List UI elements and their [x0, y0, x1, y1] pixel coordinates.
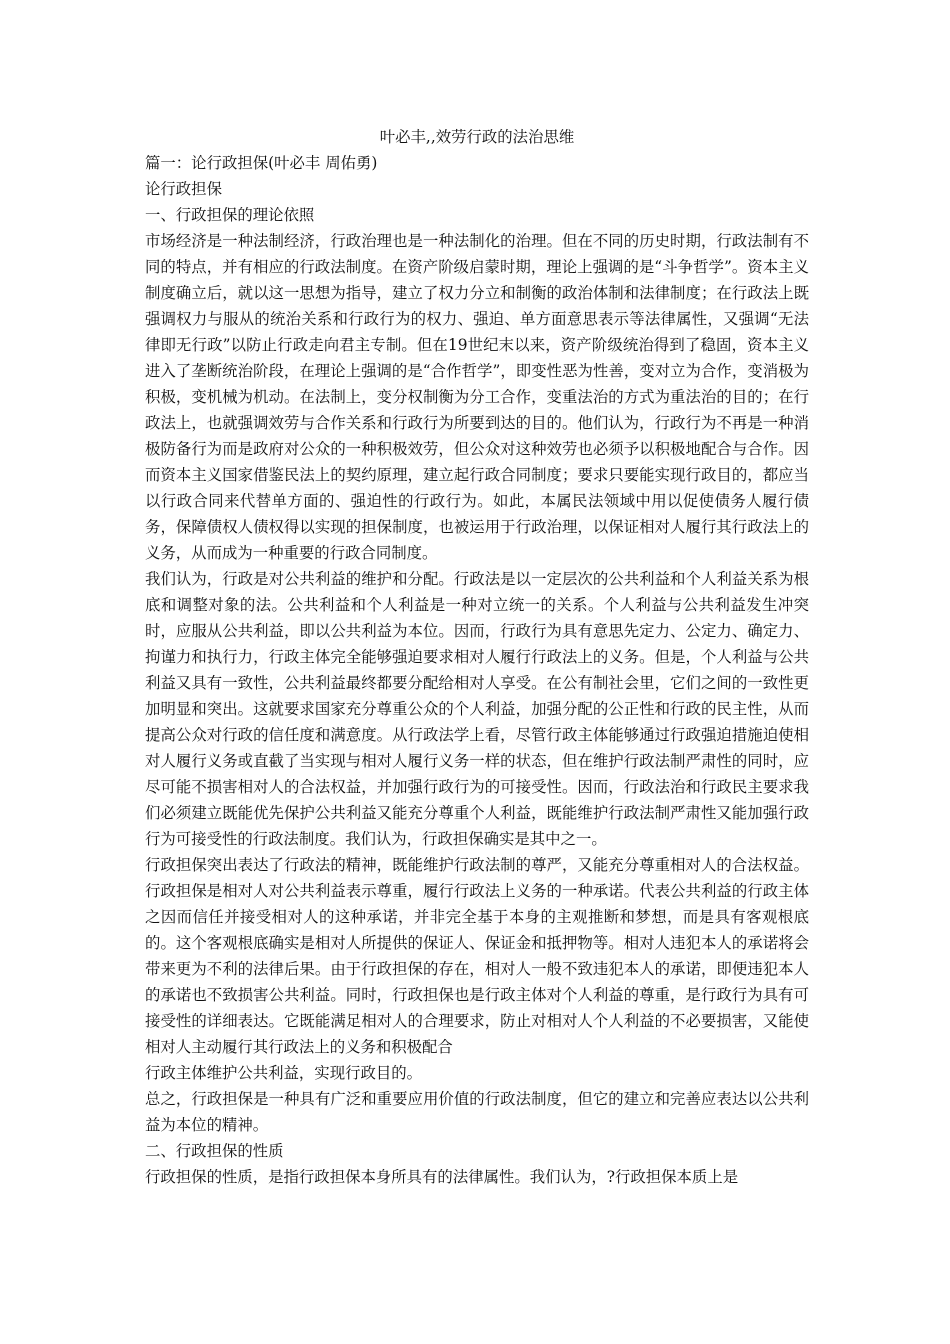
- document-title: 叶必丰,,效劳行政的法治思维: [379, 128, 575, 146]
- paragraph-3: 行政担保突出表达了行政法的精神，既能维护行政法制的尊严，又能充分尊重相对人的合法权益。行政担保是相对人对公共利益表示尊重，履行行政法上义务的一种承诺。代表公共利益的行政主体之因而信任并接受相对人的这种承诺，并非完全基于本身的主观推断和梦想，而是具有客观根底的。这个客观根底确实是相对人所提供的保证人、保证金和抵押物等。相对人违犯本人的承诺将会带来更为不利的法律后果。由于行政担保的存在，相对人一般不致违犯本人的承诺，即便违犯本人的承诺也不致损害公共利益。同时，行政担保也是行政主体对个人利益的尊重，是行政行为具有可接受性的详细表达。它既能满足相对人的合理要求，防止对相对人个人利益的不必要损害，又能使相对人主动履行其行政法上的义务和积极配合: [145, 856, 809, 1056]
- conclusion-paragraph: 总之，行政担保是一种具有广泛和重要应用价值的行政法制度，但它的建立和完善应表达以公共利益为本位的精神。: [145, 1090, 809, 1134]
- paragraph-last: 行政担保的性质，是指行政担保本身所具有的法律属性。我们认为，?行政担保本质上是: [145, 1168, 739, 1186]
- paragraph-2: 我们认为，行政是对公共利益的维护和分配。行政法是以一定层次的公共利益和个人利益关系为根底和调整对象的法。公共利益和个人利益是一种对立统一的关系。个人利益与公共利益发生冲突时，应服从公共利益，即以公共利益为本位。因而，行政行为具有意思先定力、公定力、确定力、拘谨力和执行力，行政主体完全能够强迫要求相对人履行行政法上的义务。但是，个人利益与公共利益又具有一致性，公共利益最终都要分配给相对人享受。在公有制社会里，它们之间的一致性更加明显和突出。这就要求国家充分尊重公众的个人利益，加强分配的公正性和行政的民主性，从而提高公众对行政的信任度和满意度。从行政法学上看，尽管行政主体能够通过行政强迫措施迫使相对人履行义务或直截了当实现与相对人履行义务一样的状态，但在维护行政法制严肃性的同时，应尽可能不损害相对人的合法权益，并加强行政行为的可接受性。因而，行政法治和行政民主要求我们必须建立既能优先保护公共利益又能充分尊重个人利益，既能维护行政法制严肃性又能加强行政行为可接受性的行政法制度。我们认为，行政担保确实是其中之一。: [145, 570, 809, 848]
- section-heading-1: 一、行政担保的理论依照: [145, 206, 315, 224]
- article-heading: 篇一：论行政担保(叶必丰 周佑勇): [145, 154, 378, 172]
- article-subtitle: 论行政担保: [145, 180, 222, 198]
- document-body: [145, 124, 809, 1190]
- paragraph-3-continuation: 行政主体维护公共利益，实现行政目的。: [145, 1064, 423, 1082]
- section-heading-2: 二、行政担保的性质: [145, 1142, 284, 1160]
- paragraph-1: 市场经济是一种法制经济，行政治理也是一种法制化的治理。但在不同的历史时期，行政法制有不同的特点，并有相应的行政法制度。在资产阶级启蒙时期，理论上强调的是“斗争哲学”。资本主义制度确立后，就以这一思想为指导，建立了权力分立和制衡的政治体制和法律制度；在行政法上既强调权力与服从的统治关系和行政行为的权力、强迫、单方面意思表示等法律属性，又强调“无法律即无行政”以防止行政走向君主专制。但在19世纪末以来，资产阶级统治得到了稳固，资本主义进入了垄断统治阶段，在理论上强调的是“合作哲学”，即变性恶为性善，变对立为合作，变消极为积极，变机械为机动。在法制上，变分权制衡为分工合作，变重法治的方式为重法治的目的；在行政法上，也就强调效劳与合作关系和行政行为所要到达的目的。他们认为，行政行为不再是一种消极防备行为而是政府对公众的一种积极效劳，但公众对这种效劳也必须予以积极地配合与合作。因而资本主义国家借鉴民法上的契约原理，建立起行政合同制度；要求只要能实现行政目的，都应当以行政合同来代替单方面的、强迫性的行政行为。如此，本属民法领域中用以促使债务人履行债务，保障债权人债权得以实现的担保制度，也被运用于行政治理，以保证相对人履行其行政法上的义务，从而成为一种重要的行政合同制度。: [145, 232, 809, 562]
